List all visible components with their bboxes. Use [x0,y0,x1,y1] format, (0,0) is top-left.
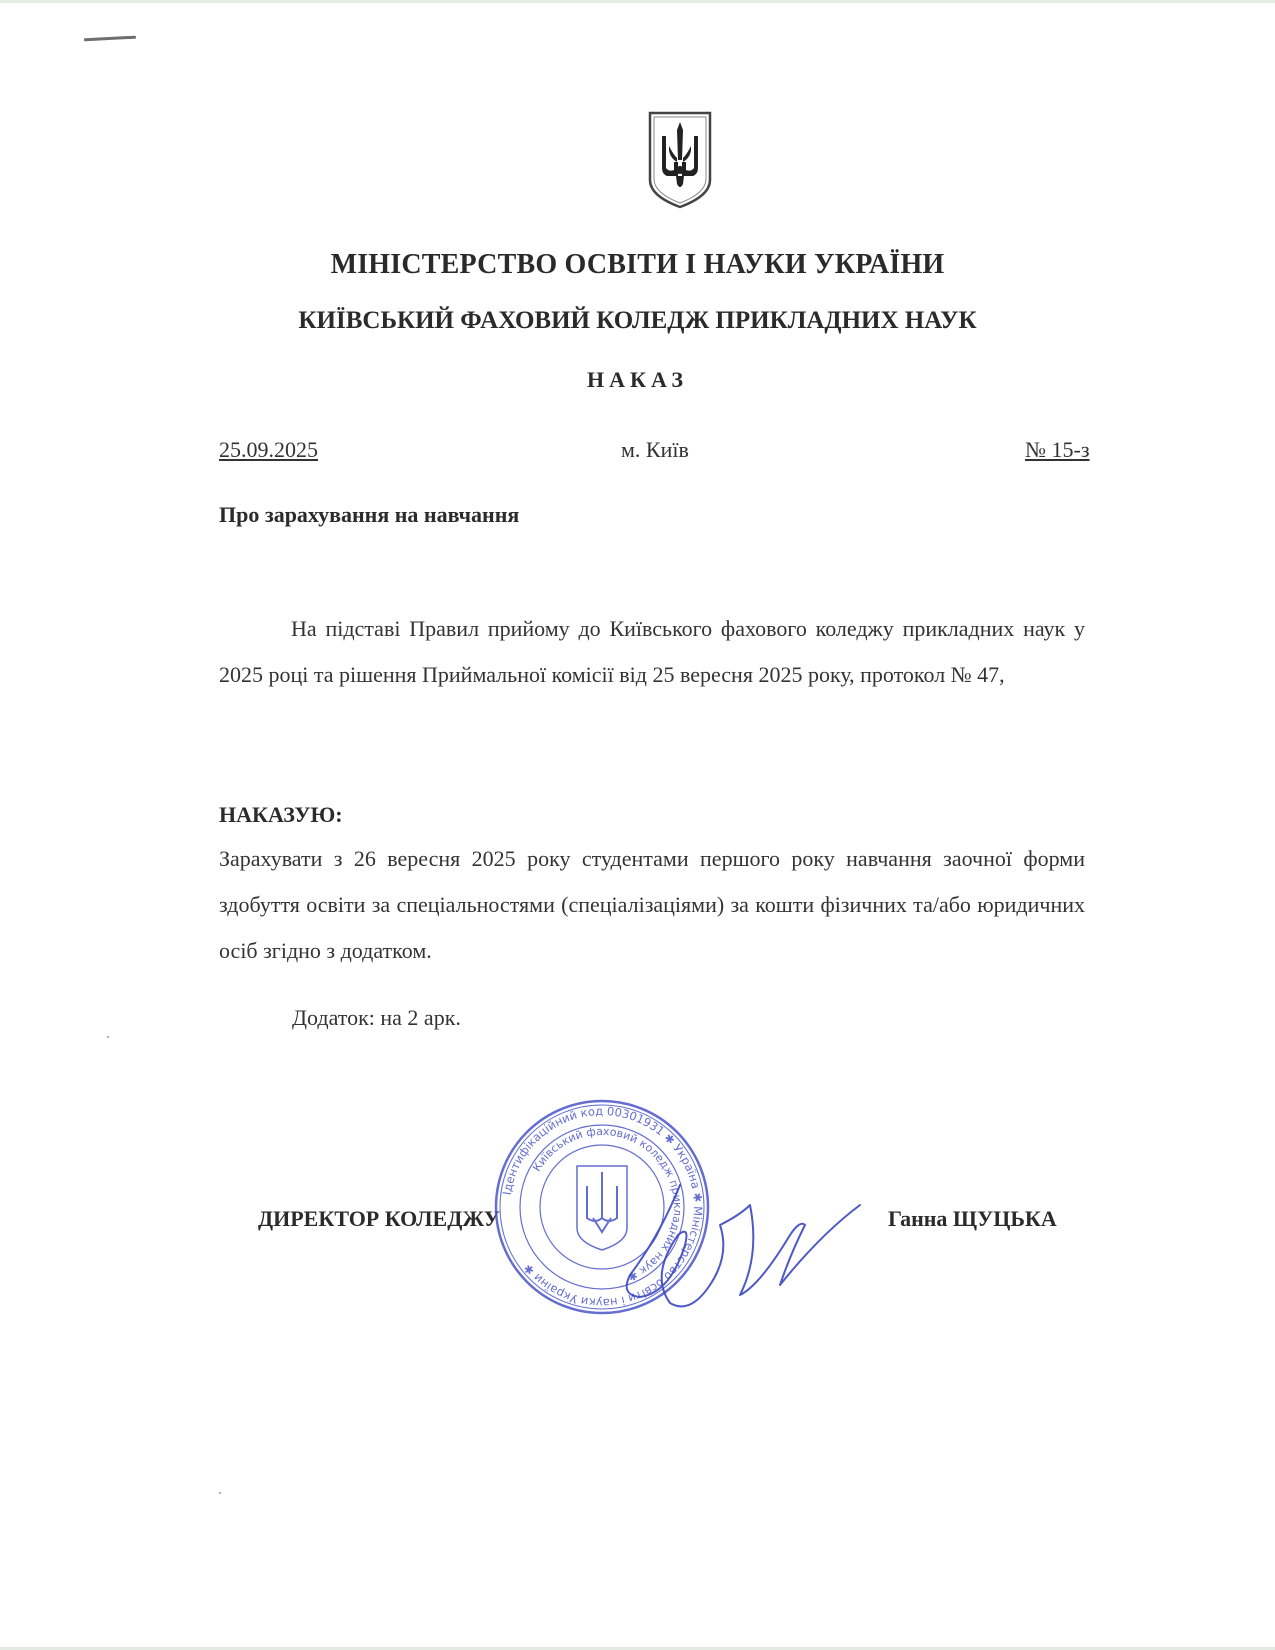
order-heading: НАКАЗУЮ: [219,802,343,827]
scan-top-edge [0,0,1275,3]
document-type-heading: НАКАЗ [587,367,688,392]
basis-paragraph: На підставі Правил прийому до Київського фахового коледжу прикладних наук у 2025 році та рішення Приймальної комісії від 25 вересня 2025 року, протокол № 47, [219,616,1085,687]
scan-mark [84,36,136,42]
attachment-note: Додаток: на 2 арк. [292,1005,461,1030]
stamp-inner-text: Київський фаховий коледж прикладних наук ✱ [530,1124,685,1284]
order-city: м. Київ [621,437,689,462]
order-number: № 15-з [1025,437,1090,462]
coat-of-arms-trident-icon [647,110,713,210]
signatory-name: Ганна ЩУЦЬКА [888,1206,1057,1231]
ministry-heading: МІНІСТЕРСТВО ОСВІТИ І НАУКИ УКРАЇНИ [330,249,945,280]
stamp-outer-text: Ідентифікаційний код 00301931 ✱ Україна ✱ Міністерство освіти і науки України ✱ [499,1103,706,1311]
signatory-title: ДИРЕКТОР КОЛЕДЖУ [258,1206,500,1231]
order-subject: Про зарахування на навчання [219,502,520,527]
order-date: 25.09.2025 [219,437,318,462]
order-paragraph: Зарахувати з 26 вересня 2025 року студентами першого року навчання заочної форми здобуття освіти за спеціальностями (спеціалізаціями) за кошти фізичних та/або юридичних осіб згідно з додатком. [219,846,1085,963]
scan-dust [219,1492,221,1494]
scan-dust [107,1036,109,1038]
handwritten-signature [590,1175,870,1315]
institution-heading: КИЇВСЬКИЙ ФАХОВИЙ КОЛЕДЖ ПРИКЛАДНИХ НАУК [298,307,977,334]
